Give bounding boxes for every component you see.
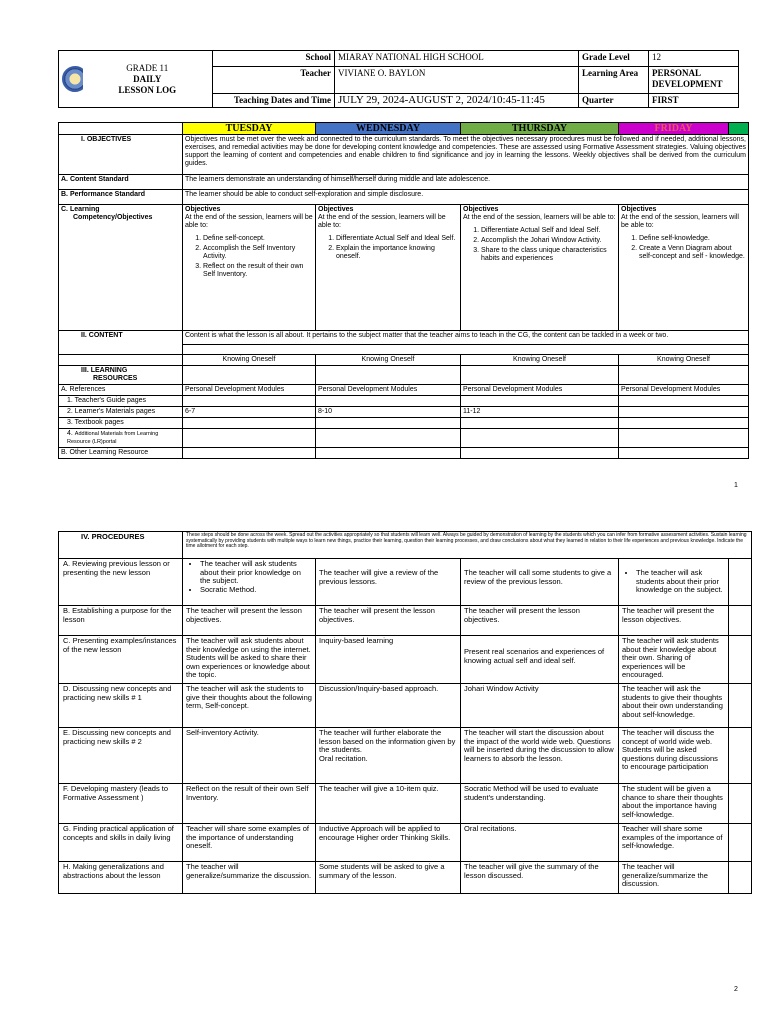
row-f-label: F. Developing mastery (leads to Formative Assessment ): [59, 784, 183, 824]
row-g-label: G. Finding practical application of concepts and skills in daily living: [59, 824, 183, 862]
topic-friday: Knowing Oneself: [619, 355, 749, 366]
row-b-thursday: The teacher will present the lesson objectives.: [461, 606, 619, 636]
row-h-thursday: The teacher will give the summary of the lesson discussed.: [461, 862, 619, 894]
row-a-tuesday: [183, 559, 316, 606]
list-item: • Socratic Method.: [200, 586, 312, 595]
row-f-tuesday: Reflect on the result of their own Self Inventory.: [183, 784, 316, 824]
competency-wednesday: [316, 205, 461, 331]
daily-label: DAILY: [133, 73, 162, 84]
competency-item: 2. Accomplish the Johari Window Activity.: [481, 237, 616, 245]
content-label: II. CONTENT: [59, 331, 183, 345]
row-b-friday: The teacher will present the lesson objectives.: [619, 606, 729, 636]
list-item: • The teacher will ask students about their prior knowledge on the subject.: [636, 569, 725, 595]
row-e-wednesday-text: The teacher will further elaborate the lesson based on the information given by the students.: [319, 728, 456, 754]
competency-item: 2. Create a Venn Diagram about self-concept and self - knowledge.: [639, 245, 746, 261]
row-e-label: E. Discussing new concepts and practicing new skills # 2: [59, 728, 183, 784]
lesson-log-label: LESSON LOG: [118, 84, 177, 95]
objectives-table: [58, 122, 749, 459]
row-c-label: C. Presenting examples/instances of the new lesson: [59, 636, 183, 684]
lm-pages-wednesday: 8-10: [316, 407, 461, 418]
reference-friday: Personal Development Modules: [619, 385, 749, 396]
day-wednesday: WEDNESDAY: [316, 123, 461, 135]
learning-area-label: Learning Area: [579, 67, 649, 94]
competency-label-line1: C. Learning: [61, 206, 100, 213]
competency-intro: At the end of the session, learners will be able to:: [463, 214, 616, 221]
textbook-label: 3. Textbook pages: [59, 418, 183, 429]
row-d-wednesday: Discussion/Inquiry-based approach.: [316, 684, 461, 728]
topic-wednesday: Knowing Oneself: [316, 355, 461, 366]
page-number-2: 2: [734, 986, 738, 993]
green-cell: [729, 123, 749, 135]
row-h-tuesday: The teacher will generalize/summarize the discussion.: [183, 862, 316, 894]
row-a-friday: [619, 559, 729, 606]
row-h-wednesday: Some students will be asked to give a summary of the lesson.: [316, 862, 461, 894]
objectives-text: Objectives must be met over the week and connected to the curriculum standards. To meet the objectives necessary procedures must be followed and if needed, additional lessons, exercises, and remedial activities may be done for developing content knowledge and competencies. These are assessed using Formative Assessment strategies. Valuing objectives support the learning of content and competencies and enable children to find significance and joy in learning the lessons. Weekly objectives shall be derived from the curriculum guides.: [183, 135, 749, 175]
content-standard-text: The learners demonstrate an understanding of himself/herself during middle and late adolescence.: [183, 175, 749, 190]
lm-pages-tuesday: 6-7: [183, 407, 316, 418]
topic-tuesday: Knowing Oneself: [183, 355, 316, 366]
learning-resources-label: [59, 366, 183, 385]
list-item: • The teacher will ask students about their prior knowledge on the subject.: [200, 560, 312, 586]
grade-block: [83, 51, 213, 108]
learning-area-value: PERSONAL DEVELOPMENT: [649, 67, 739, 94]
competency-friday: [619, 205, 749, 331]
procedures-table: [58, 531, 752, 894]
day-tuesday: TUESDAY: [183, 123, 316, 135]
content-text: Content is what the lesson is all about. It pertains to the subject matter that the teacher aims to teach in the CG, the content can be tackled in a week or two.: [183, 331, 749, 345]
teachers-guide-label: 1. Teacher's Guide pages: [59, 396, 183, 407]
row-b-wednesday: The teacher will present the lesson objectives.: [316, 606, 461, 636]
teacher-label: Teacher: [213, 67, 335, 94]
reference-wednesday: Personal Development Modules: [316, 385, 461, 396]
reference-thursday: Personal Development Modules: [461, 385, 619, 396]
row-c-wednesday: Inquiry-based learning: [316, 636, 461, 684]
procedures-note: These steps should be done across the week. Spread out the activities appropriately so that students will learn well. Always be guided by demonstration of learning by the students which you can infer from formative assessment activities. Sustain learning systematically by providing students with multiple ways to learn new things, practice their learning, question their learning processes, and draw conclusions about what they learned in relation to their life experiences and previous knowledge. Indicate the time allotment for each step.: [183, 532, 752, 559]
school-label: School: [213, 51, 335, 67]
teacher-value: VIVIANE O. BAYLON: [335, 67, 579, 94]
learning-resources-line1: III. LEARNING: [81, 367, 128, 374]
competency-item: 1. Differentiate Actual Self and Ideal Self.: [481, 227, 616, 235]
lesson-log-header: [58, 50, 739, 108]
row-f-wednesday: The teacher will give a 10-item quiz.: [316, 784, 461, 824]
dates-value: JULY 29, 2024-AUGUST 2, 2024/10:45-11:45: [335, 94, 579, 108]
competency-item: 3. Reflect on the result of their own Self Inventory.: [203, 263, 313, 279]
competency-label: [59, 205, 183, 331]
row-g-wednesday: Inductive Approach will be applied to encourage Higher order Thinking Skills.: [316, 824, 461, 862]
topic-thursday: Knowing Oneself: [461, 355, 619, 366]
row-b-tuesday: The teacher will present the lesson objectives.: [183, 606, 316, 636]
other-resource-label: B. Other Learning Resource: [59, 448, 183, 459]
row-e-wednesday: [316, 728, 461, 784]
lm-pages-friday: [619, 407, 749, 418]
additional-materials-text: Additional Materials from Learning Resource (LR)portal: [67, 431, 159, 445]
learners-materials-label: 2. Learner's Materials pages: [59, 407, 183, 418]
competency-tuesday: [183, 205, 316, 331]
additional-materials-label: [59, 429, 183, 448]
competency-intro: At the end of the session, learners will be able to:: [318, 214, 446, 229]
grade-label: GRADE 11: [126, 62, 169, 73]
grade-level-label: Grade Level: [579, 51, 649, 67]
lm-pages-thursday: 11-12: [461, 407, 619, 418]
row-d-friday: The teacher will ask the students to give their thoughts about their own understanding about self-knowledge.: [619, 684, 729, 728]
day-thursday: THURSDAY: [461, 123, 619, 135]
performance-standard-text: The learner should be able to conduct self-exploration and simple disclosure.: [183, 190, 749, 205]
row-a-wednesday: The teacher will give a review of the previous lessons.: [316, 559, 461, 606]
row-e-thursday: The teacher will start the discussion about the impact of the world wide web. Questions will be inserted during the discussion to allow learners to absorb the lesson.: [461, 728, 619, 784]
deped-seal-icon: [62, 66, 83, 92]
reference-tuesday: Personal Development Modules: [183, 385, 316, 396]
row-h-label: H. Making generalizations and abstractions about the lesson: [59, 862, 183, 894]
row-c-thursday: Present real scenarios and experiences of knowing actual self and ideal self.: [461, 636, 619, 684]
school-value: MIARAY NATIONAL HIGH SCHOOL: [335, 51, 579, 67]
competency-intro: At the end of the session, learners will be able to:: [621, 214, 739, 229]
page-1: [0, 0, 768, 500]
dates-label: Teaching Dates and Time: [213, 94, 335, 108]
row-e-friday: The teacher will discuss the concept of world wide web. Students will be asked questions during discussions to encourage participation: [619, 728, 729, 784]
row-g-friday: Teacher will share some examples of the importance of self-knowledge.: [619, 824, 729, 862]
row-c-tuesday: The teacher will ask students about their knowledge on using the internet. Students will be asked to share their own experiences or knowledge about the topic.: [183, 636, 316, 684]
learning-resources-line2: RESOURCES: [93, 375, 138, 382]
competency-title: Objectives: [621, 206, 657, 213]
procedures-label: IV. PROCEDURES: [59, 532, 183, 559]
competency-label-line2: Competency/Objectives: [73, 214, 153, 221]
competency-item: 1. Define self-knowledge.: [639, 235, 746, 243]
grade-level-value: 12: [649, 51, 739, 67]
row-g-tuesday: Teacher will share some examples of the importance of understanding oneself.: [183, 824, 316, 862]
quarter-label: Quarter: [579, 94, 649, 108]
competency-item: 1. Define self-concept.: [203, 235, 313, 243]
competency-intro: At the end of the session, learners will be able to:: [185, 214, 313, 229]
row-f-thursday: Socratic Method will be used to evaluate student's understanding.: [461, 784, 619, 824]
row-a-thursday: The teacher will call some students to give a review of the previous lesson.: [461, 559, 619, 606]
row-g-thursday: Oral recitations.: [461, 824, 619, 862]
row-h-friday: The teacher will generalize/summarize the discussion.: [619, 862, 729, 894]
quarter-value: FIRST: [649, 94, 739, 108]
page-number-1: 1: [734, 482, 738, 489]
competency-item: 1. Differentiate Actual Self and Ideal Self.: [336, 235, 458, 243]
row-d-tuesday: The teacher will ask the students to give their thoughts about the following term, Self-concept.: [183, 684, 316, 728]
additional-materials-number: 4.: [67, 430, 73, 437]
competency-item: 2. Accomplish the Self Inventory Activity.: [203, 245, 313, 261]
row-f-friday: The student will be given a chance to share their thoughts about the importance having self-knowledge.: [619, 784, 729, 824]
competency-title: Objectives: [318, 206, 354, 213]
content-standard-label: A. Content Standard: [59, 175, 183, 190]
row-e-tuesday: Self-inventory Activity.: [183, 728, 316, 784]
row-c-friday: The teacher will ask students about their knowledge about their own. Sharing of experiences will be encouraged.: [619, 636, 729, 684]
row-e-wednesday-extra: Oral recitation.: [319, 753, 368, 763]
row-b-label: B. Establishing a purpose for the lesson: [59, 606, 183, 636]
competency-title: Objectives: [185, 206, 221, 213]
competency-thursday: [461, 205, 619, 331]
row-d-thursday: Johari Window Activity: [461, 684, 619, 728]
competency-item: 2. Explain the importance knowing oneself.: [336, 245, 458, 261]
competency-title: Objectives: [463, 206, 499, 213]
day-friday: FRIDAY: [619, 123, 729, 135]
competency-item: 3. Share to the class unique characteristics habits and experiences: [481, 247, 616, 263]
references-label: A. References: [59, 385, 183, 396]
row-d-label: D. Discussing new concepts and practicing new skills # 1: [59, 684, 183, 728]
objectives-label: I. OBJECTIVES: [59, 135, 183, 175]
deped-logo-cell: [59, 51, 83, 108]
row-a-label: A. Reviewing previous lesson or presenting the new lesson: [59, 559, 183, 606]
performance-standard-label: B. Performance Standard: [59, 190, 183, 205]
